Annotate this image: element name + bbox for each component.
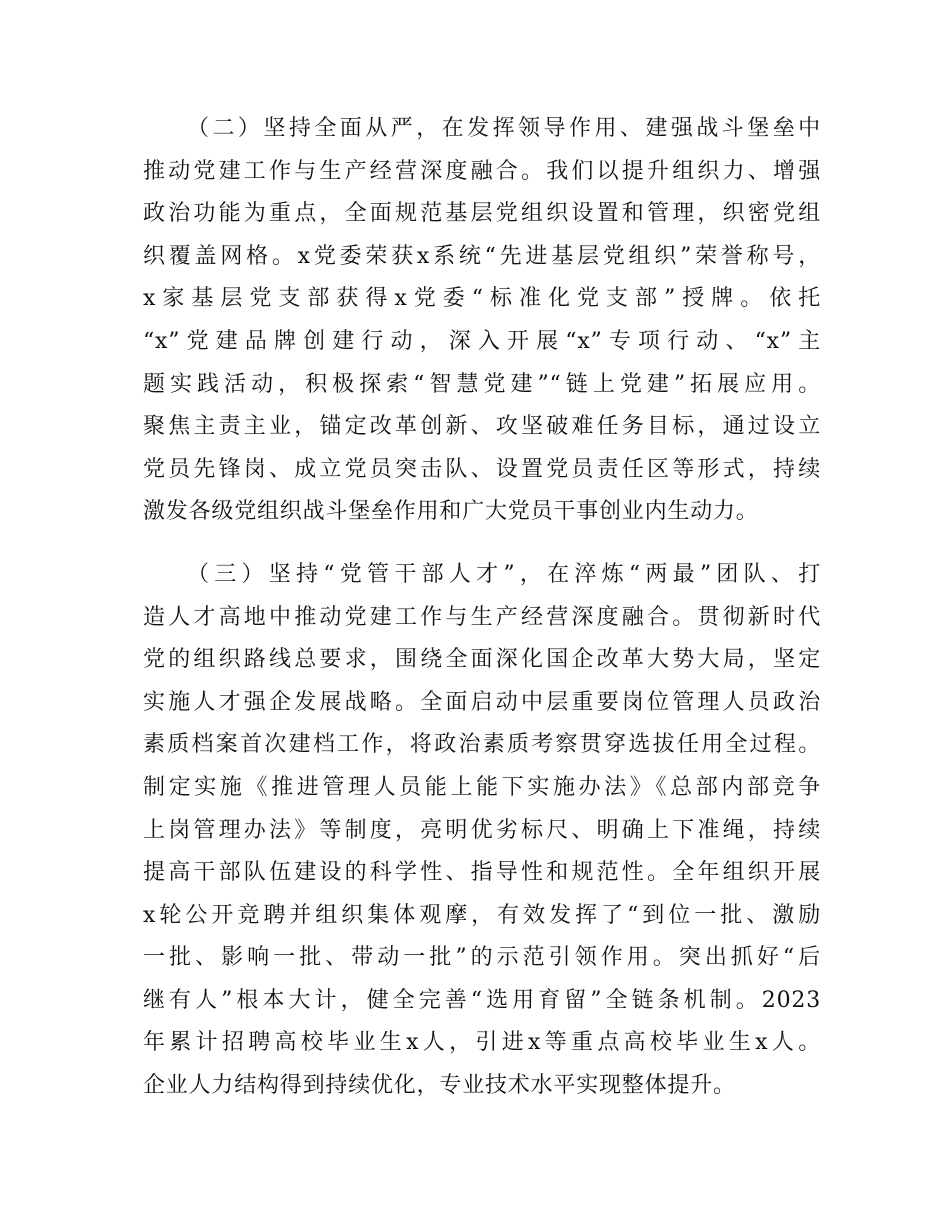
text-line: 激发各级党组织战斗堡垒作用和广大党员干事创业内生动力。 <box>143 499 759 525</box>
text-line: 题实践活动，积极探索“智慧党建”“链上党建”拓展应用。 <box>143 371 821 397</box>
text-line: 上岗管理办法》等制度，亮明优劣标尺、明确上下准绳，持续 <box>143 817 821 843</box>
text-line: 政治功能为重点，全面规范基层党组织设置和管理，织密党组 <box>143 201 821 227</box>
text-line: 党员先锋岗、成立党员突击队、设置党员责任区等形式，持续 <box>143 456 821 482</box>
text-line: 党的组织路线总要求，围绕全面深化国企改革大势大局，坚定 <box>143 647 821 673</box>
text-line: （三）坚持“党管干部人才”，在淬炼“两最”团队、打 <box>187 561 821 587</box>
text-line: 一批、影响一批、带动一批”的示范引领作用。突出抓好“后 <box>143 945 821 971</box>
text-line: 推动党建工作与生产经营深度融合。我们以提升组织力、增强 <box>143 158 821 184</box>
text-line: 提高干部队伍建设的科学性、指导性和规范性。全年组织开展 <box>143 860 821 886</box>
text-line: 实施人才强企发展战略。全面启动中层重要岗位管理人员政治 <box>143 689 821 715</box>
text-line: （二）坚持全面从严，在发挥领导作用、建强战斗堡垒中 <box>187 116 821 141</box>
paragraph-section-2 <box>143 108 821 534</box>
text-line: 造人才高地中推动党建工作与生产经营深度融合。贯彻新时代 <box>143 604 821 630</box>
text-line: “x”党建品牌创建行动，深入开展“x”专项行动、“x”主 <box>143 328 821 354</box>
document-body <box>143 108 821 1108</box>
text-line: 企业人力结构得到持续优化，专业技术水平实现整体提升。 <box>143 1073 736 1099</box>
text-line: 制定实施《推进管理人员能上能下实施办法》《总部内部竞争 <box>143 774 821 800</box>
text-line: 织覆盖网格。x党委荣获x系统“先进基层党组织”荣誉称号， <box>143 243 821 269</box>
text-line: 年累计招聘高校毕业生x人，引进x等重点高校毕业生x人。 <box>143 1030 821 1056</box>
text-line: x轮公开竞聘并组织集体观摩，有效发挥了“到位一批、激励 <box>143 902 821 928</box>
text-line: 聚焦主责主业，锚定改革创新、攻坚破难任务目标，通过设立 <box>143 414 821 440</box>
paragraph-section-3 <box>143 554 821 1108</box>
text-line: 继有人”根本大计，健全完善“选用育留”全链条机制。2023 <box>143 987 821 1013</box>
text-line: x家基层党支部获得x党委“标准化党支部”授牌。依托 <box>143 286 821 312</box>
text-line: 素质档案首次建档工作，将政治素质考察贯穿选拔任用全过程。 <box>143 732 821 758</box>
